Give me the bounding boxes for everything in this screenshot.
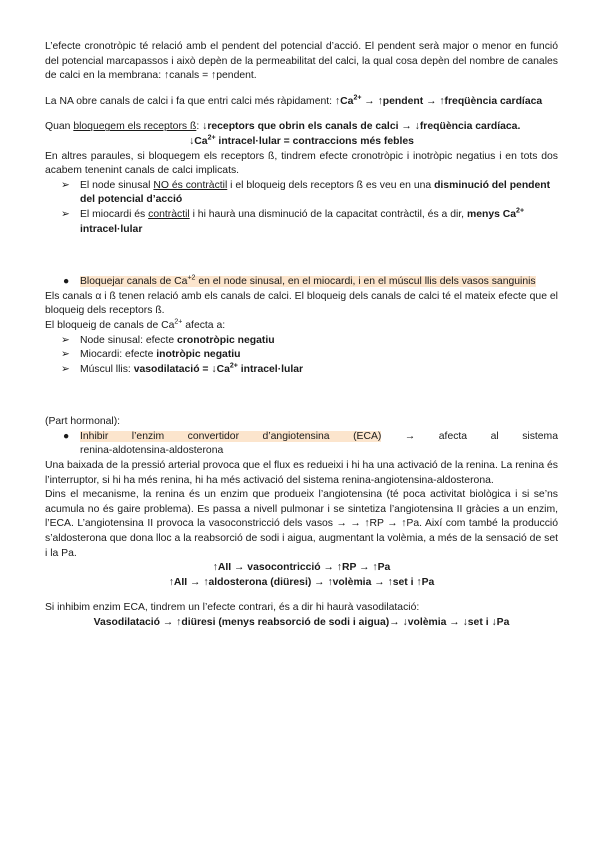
paragraph-mechanism: Dins el mecanisme, la renina és un enzim que produeix l’angiotensina (té poca activitat biològica i si se’ns acumula no és gaire problema). Es passa a nivell pulmonar i se sintetiza l’angiotensina II gràcies a un enzim, l’ECA. L’angiotensina II provoca la vasoconstricció dels vasos → → ↑RP → ↑Pa. Així com també la producció s’aldosterona que dona lloc a la reabsorció de sodi i aigua, augmentant la volèmia, a més de la sensació de set i la Pa. — [45, 489, 558, 559]
paragraph-calcium-block: El bloqueig de canals de $Ca^{2+}$ afecta a: — [45, 318, 226, 331]
paragraph-beta-block: Quan bloquegem els receptors ß: ↓receptors que obrin els canals de calci → ↓freqüència cardíaca. — [45, 121, 521, 133]
arrow-bullet-icon: ➢ — [61, 208, 70, 220]
formula-vasodilation: Vasodilatació → ↑diüresi (menys reabsorció de sodi i aigua)→ ↓volèmia → ↓set i ↓Pa — [93, 617, 510, 628]
paragraph-na-calcium: La NA obre canals de calci i fa que entri calci més ràpidament: $↑Ca^{2+}$ → ↑pendent → ↑freqüència cardíaca — [45, 94, 543, 107]
formula-aldosterone: ↑AII → ↑aldosterona (diüresi) → ↑volèmia → ↑set i ↑Pa — [168, 576, 435, 588]
paragraph-renin: Una baixada de la pressió arterial provoca que el flux es redueixi i hi ha una activació de la renina. La renina és l’interruptor, si hi ha més renina, hi ha més activació del sistema renina-angiotensina-aldosterona. — [45, 460, 558, 486]
arrow-bullet-icon: ➢ — [61, 334, 70, 346]
list-item: ➢ Node sinusal: efecte cronotròpic negatiu — [45, 334, 558, 349]
eca-list-item: ● Inhibir l’enzim convertidor d’angiotensina (ECA) → afecta al sistema renina-aldotensina-aldosterona — [63, 430, 558, 457]
dot-bullet-icon: ● — [63, 430, 70, 442]
highlight-list-item: ● Bloquejar canals de $Ca^{+2}$ en el node sinusal, en el miocardi, i en el múscul llis dels vasos sanguinis — [45, 275, 558, 290]
paragraph-other-words: En altres paraules, si bloquegem els receptors ß, tindrem efecte cronotròpic i inotròpic negatius i en tots dos acabem tenenint canals de calci implicats. — [45, 150, 558, 177]
list-item: ➢ Múscul llis: vasodilatació = $↓Ca^{2+}$ intracel·lular — [45, 363, 558, 378]
arrow-bullet-icon: ➢ — [61, 363, 70, 375]
list-item: ➢ Miocardi: efecte inotròpic negatiu — [45, 348, 558, 363]
list-item: ➢ El miocardi és contràctil i hi haurà una disminució de la capacitat contràctil, és a dir, menys $Ca^{2+}$ intracel·lular — [61, 207, 525, 235]
dot-bullet-icon: ● — [63, 276, 70, 288]
arrow-bullet-icon: ➢ — [61, 179, 70, 191]
paragraph-eca-inhibit: Si inhibim enzim ECA, tindrem un l’efecte contrari, és a dir hi haurà vasodilatació: — [45, 602, 420, 614]
formula-vasoconstriction: ↑AII → vasocontricció → ↑RP → ↑Pa — [212, 562, 391, 574]
paragraph-alpha-beta: Els canals α i ß tenen relació amb els canals de calci. El bloqueig dels canals de calci té el mateix efecte que el bloqueig dels receptors ß. — [45, 290, 558, 317]
paragraph-hormonal-part: (Part hormonal): — [45, 416, 121, 428]
paragraph-beta-block-result: $↓Ca^{2+}$ intracel·lular = contraccions més febles — [189, 134, 414, 147]
document-page — [45, 40, 558, 631]
arrow-bullet-icon: ➢ — [61, 349, 70, 361]
list-item: ➢ El node sinusal NO és contràctil i el bloqueig dels receptors ß es veu en una disminució del pendent del potencial d’acció — [61, 179, 551, 206]
paragraph-chronotropic-intro: L’efecte cronotròpic té relació amb el pendent del potencial d’acció. El pendent serà major o menor en funció del potencial marcapassos i això depèn de la permeabilitat del calci, la qual cosa depèn del nombre de canales de calci en la membrana: ↑canals = ↑pendent. — [45, 41, 558, 82]
